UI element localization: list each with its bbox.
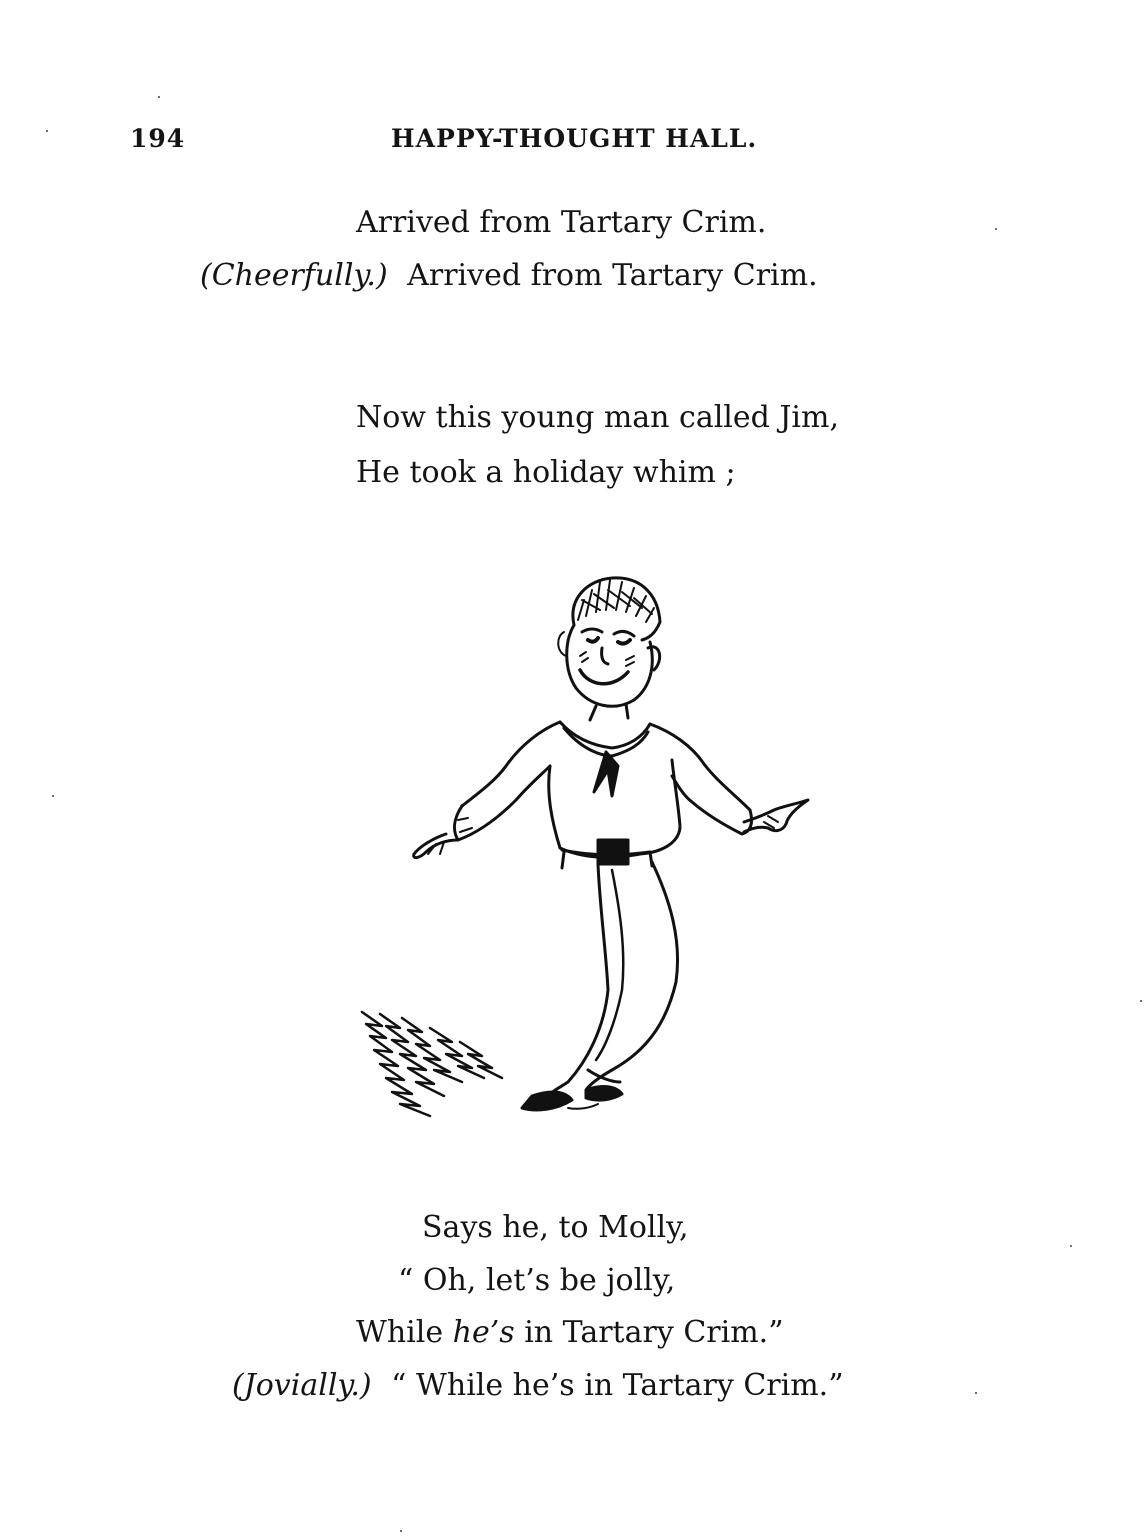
paper-speck bbox=[46, 130, 48, 132]
page-number: 194 bbox=[130, 124, 186, 153]
paper-speck bbox=[1140, 1000, 1142, 1002]
verse3-line3 bbox=[356, 1315, 784, 1350]
paper-speck bbox=[400, 1530, 402, 1532]
verse1-line1: Arrived from Tartary Crim. bbox=[356, 205, 767, 240]
sailor-boy-illustration bbox=[350, 570, 830, 1130]
verse3-line1: Says he, to Molly, bbox=[422, 1210, 689, 1245]
verse2-line1: Now this young man called Jim, bbox=[356, 400, 839, 435]
verse1-line2 bbox=[200, 258, 818, 293]
verse3-line3-pre: While bbox=[356, 1315, 453, 1350]
stage-direction: (Jovially.) bbox=[232, 1368, 372, 1403]
paper-speck bbox=[52, 795, 54, 797]
verse3-line2: “ Oh, let’s be jolly, bbox=[398, 1263, 676, 1298]
verse2-line2: He took a holiday whim ; bbox=[356, 455, 736, 490]
paper-speck bbox=[1070, 1245, 1072, 1247]
verse1-line2-text: Arrived from Tartary Crim. bbox=[407, 258, 818, 293]
verse3-line3-italic: he’s bbox=[452, 1315, 515, 1350]
verse3-line4 bbox=[232, 1368, 844, 1403]
verse3-line3-post: in Tartary Crim.” bbox=[514, 1315, 784, 1350]
stage-direction: (Cheerfully.) bbox=[200, 258, 388, 293]
verse3-line4-text: “ While he’s in Tartary Crim.” bbox=[391, 1368, 844, 1403]
paper-speck bbox=[158, 96, 160, 98]
paper-speck bbox=[975, 1392, 977, 1394]
paper-speck bbox=[995, 228, 997, 230]
running-title: HAPPY-THOUGHT HALL. bbox=[391, 124, 758, 153]
